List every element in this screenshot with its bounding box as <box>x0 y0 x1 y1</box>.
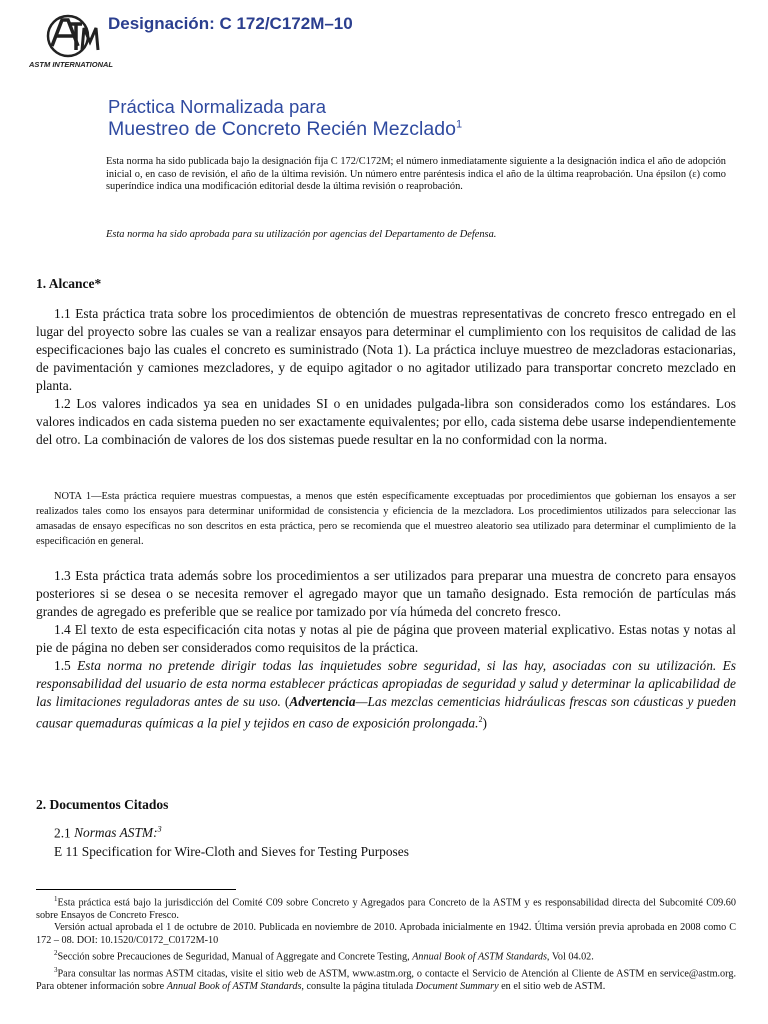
title-footnote-mark: 1 <box>455 118 463 131</box>
paragraph-1-3: 1.3 Esta práctica trata además sobre los procedimientos a ser utilizados para preparar una muestra de concreto para ensayos posteriores si se desea o se necesita remover el agregado mayor que un tamaño designado. Esta remoción de partículas más grandes de agregado es preferible que se realice por tamizado por vía húmeda del concreto fresco. <box>36 568 736 619</box>
section-2-1 <box>54 825 162 841</box>
section-1-3-to-1-5 <box>36 567 736 732</box>
footnote-3 <box>36 964 736 993</box>
dod-approval-note: Esta norma ha sido aprobada para su utilización por agencias del Departamento de Defensa. <box>106 229 497 240</box>
intro-paragraph: Esta norma ha sido publicada bajo la designación fija C 172/C172M; el número inmediatamente siguiente a la designación indica el año de adopción inicial o, en caso de revisión, el año de la última revisión. Un número entre paréntesis indica el año de la última reaprobación. Una épsilon (ε) como superíndice indica una modificación editorial desde la última revisión o reaprobación. <box>106 156 726 193</box>
title-line-2 <box>108 118 462 141</box>
paragraph-1-5-close: ) <box>482 715 487 731</box>
note-1 <box>36 489 736 549</box>
footnote-2 <box>36 947 736 964</box>
footnote-1b: Versión actual aprobada el 1 de octubre de 2010. Publicada en noviembre de 2010. Aprobada inicialmente en 1942. Última versión previa aprobada en 2008 como C 172 – 08. DOI: 10.1520/C0172_C0172M-10 <box>36 922 736 946</box>
footnote-1-text: Esta práctica está bajo la jurisdicción del Comité C09 sobre Concreto y Agregados para Concreto de la ASTM y es responsabilidad directa del Subcomité C09.60 sobre Ensayos de Concreto Fresco. <box>36 897 736 921</box>
footnote-3-text-a: Para consultar las normas ASTM citadas, visite el sitio web de ASTM, www.astm.org, o contacte el Servicio de Atención al Cliente de ASTM en service@astm.org. Para obtener información sobre <box>36 968 736 993</box>
footnote-2-text-a: Sección sobre Precauciones de Seguridad, Manual of Aggregate and Concrete Testing, <box>57 951 413 963</box>
section-2-1-footnote-mark: 3 <box>157 825 162 834</box>
footnote-3-text-b: , consulte la página titulada <box>301 981 416 993</box>
paragraph-1-4: 1.4 El texto de esta especificación cita notas y notas al pie de página que proveen material explicativo. Estas notas y notas al pie de página no deben ser considerados como requisitos de la práctica. <box>36 622 736 655</box>
paragraph-1-5-safety: Esta norma no pretende dirigir todas las inquietudes sobre seguridad, si las hay, asociadas con su utilización. Es responsabilidad del usuario de esta norma establecer prácticas apropiadas de seguridad y salud y determinar la aplicabilidad de las limitaciones reguladoras antes de su uso. <box>36 658 736 709</box>
paragraph-1-2: 1.2 Los valores indicados ya sea en unidades SI o en unidades pulgada-libra son considerados como los estándares. Los valores indicados en cada sistema pueden no ser exactamente equivalentes; por ello, cada sistema debe usarse independientemente del otro. La combinación de valores de los dos sistemas puede resultar en la no conformidad con la norma. <box>36 396 736 447</box>
footnote-2-mark: 2 <box>54 949 58 958</box>
footnote-2-italic: Annual Book of ASTM Standards <box>412 951 547 963</box>
section-2-1-number: 2.1 <box>54 825 75 841</box>
footnote-1 <box>36 893 736 922</box>
paragraph-1-1: 1.1 Esta práctica trata sobre los procedimientos de obtención de muestras representativas de concreto fresco entregado en el lugar del proyecto sobre las cuales se van a realizar ensayos para determinar el cumplimiento con los requisitos de calidad de las especificaciones bajo las cuales el concreto es suministrado (Nota 1). La práctica incluye muestreo de mezcladoras estacionarias, de pavimentación y camiones mezcladores, y de equipo agitador o no agitador utilizado para transportar concreto mezclado en planta. <box>36 306 736 393</box>
footnote-3-italic-1: Annual Book of ASTM Standards <box>166 981 302 993</box>
paragraph-1-5-warning-label: Advertencia <box>289 694 356 709</box>
footnote-3-mark: 3 <box>54 966 58 975</box>
footnotes <box>36 893 736 994</box>
astm-logo <box>28 10 114 72</box>
section-1-heading: 1. Alcance* <box>36 276 102 291</box>
section-1-1-and-1-2 <box>36 305 736 449</box>
footnote-3-italic-2: Document Summary <box>415 981 499 993</box>
astm-logo-icon <box>28 10 114 72</box>
footnote-2-text-b: , Vol 04.02. <box>546 951 594 963</box>
section-2-1-label: Normas ASTM: <box>74 825 158 841</box>
title-line-1: Práctica Normalizada para <box>108 96 326 117</box>
paragraph-1-5-number: 1.5 <box>54 658 78 673</box>
footnote-3-text-c: en el sitio web de ASTM. <box>498 981 606 993</box>
standard-e11: E 11 Specification for Wire-Cloth and Sieves for Testing Purposes <box>54 844 409 859</box>
footnote-divider <box>36 889 236 890</box>
document-designation: Designación: C 172/C172M–10 <box>108 14 353 33</box>
paragraph-1-5-footnote-mark: 2 <box>478 715 483 724</box>
paragraph-1-5-warning: —Las mezclas cementicias hidráulicas frescas son cáusticas y pueden causar quemaduras químicas a la piel y tejidos en caso de exposición prolongada. <box>36 694 737 731</box>
paragraph-1-5 <box>36 657 736 732</box>
title-line-2-text: Muestreo de Concreto Recién Mezclado <box>108 118 456 140</box>
paragraph-1-5-open: ( <box>280 694 290 709</box>
note-1-text: NOTA 1—Esta práctica requiere muestras compuestas, a menos que estén específicamente exceptuadas por procedimientos que gobiernan los ensayos a ser realizados tales como los ensayos para determinar uniformidad de consistencia y eficiencia de la mezcladora. Los procedimientos utilizados para seleccionar las amasadas de ensayo específicas no son descritos en esta práctica, pero se recomienda que el muestreo aleatorio sea utilizado para determinar el cumplimiento de la especificación en general. <box>36 491 736 547</box>
logo-text: ASTM INTERNATIONAL <box>28 60 114 69</box>
section-2-heading: 2. Documentos Citados <box>36 797 169 812</box>
footnote-1-mark: 1 <box>54 895 58 903</box>
